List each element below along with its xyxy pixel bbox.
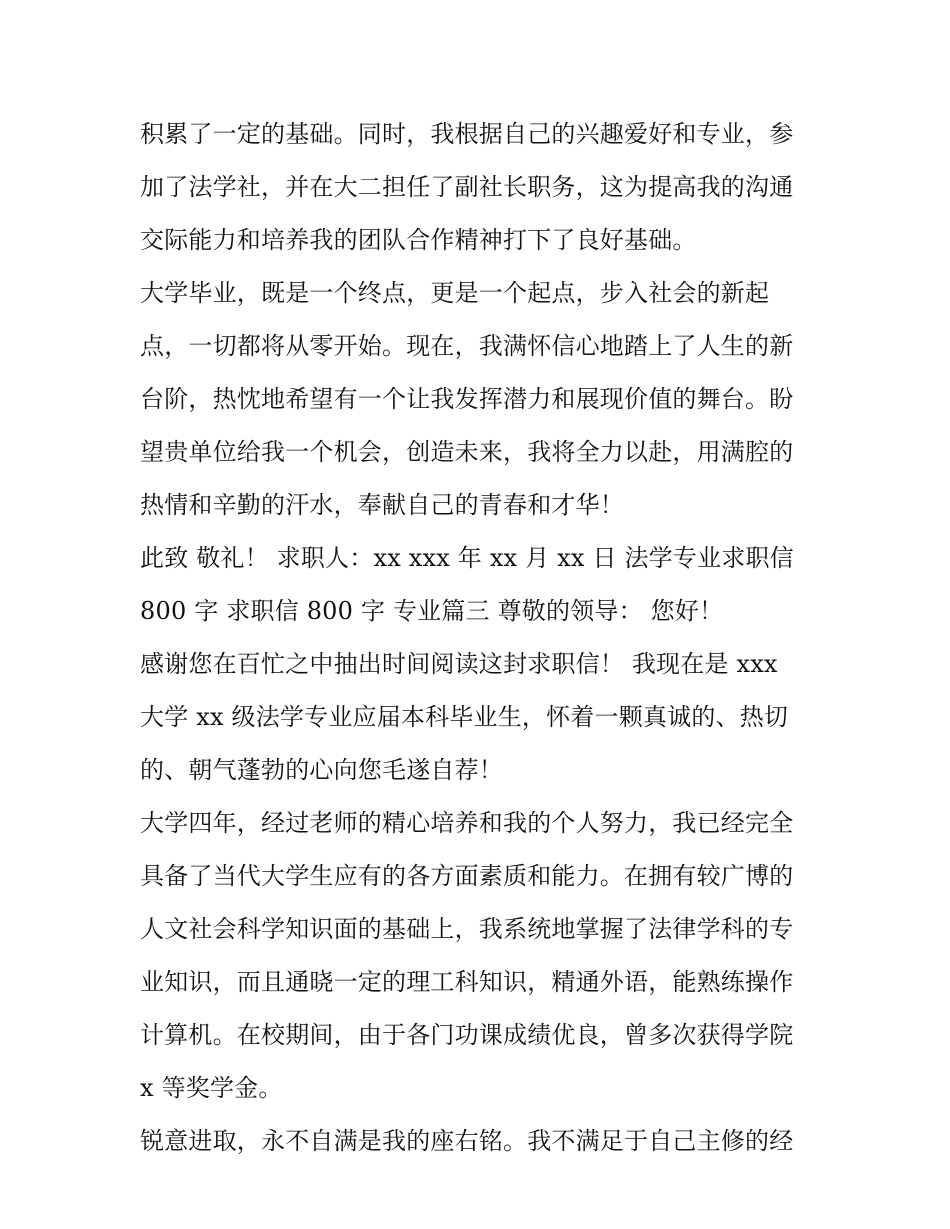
- text-line-4: 大学毕业，既是一个终点，更是一个起点，步入社会的新起: [140, 279, 770, 307]
- text-line-6: 台阶，热忱地希望有一个让我发挥潜力和展现价值的舞台。盼: [140, 385, 794, 413]
- text-line-8: 热情和辛勤的汗水，奉献自己的青春和才华！: [140, 491, 624, 519]
- text-line-7: 望贵单位给我一个机会，创造未来，我将全力以赴，用满腔的: [140, 438, 794, 466]
- text-line-2: 加了法学社，并在大二担任了副社长职务，这为提高我的沟通: [140, 173, 794, 201]
- text-line-15: 具备了当代大学生应有的各方面素质和能力。在拥有较广博的: [140, 862, 794, 890]
- text-line-14: 大学四年，经过老师的精心培养和我的个人努力，我已经完全: [140, 809, 794, 837]
- text-line-12: 大学 xx 级法学专业应届本科毕业生，怀着一颗真诚的、热切: [140, 703, 789, 731]
- text-line-17: 业知识，而且通晓一定的理工科知识，精通外语，能熟练操作: [140, 968, 794, 996]
- text-line-10: 800 字 求职信 800 字 专业篇三 尊敬的领导： 您好！: [140, 597, 724, 625]
- text-line-19: x 等奖学金。: [140, 1074, 283, 1102]
- text-line-3: 交际能力和培养我的团队合作精神打下了良好基础。: [140, 226, 697, 254]
- text-line-9: 此致 敬礼！ 求职人：xx xxx 年 xx 月 xx 日 法学专业求职信: [140, 544, 794, 572]
- text-line-16: 人文社会科学知识面的基础上，我系统地掌握了法律学科的专: [140, 915, 794, 943]
- text-line-11: 感谢您在百忙之中抽出时间阅读这封求职信！ 我现在是 xxx: [140, 650, 778, 678]
- text-line-13: 的、朝气蓬勃的心向您毛遂自荐！: [140, 756, 503, 784]
- text-line-1: 积累了一定的基础。同时，我根据自己的兴趣爱好和专业，参: [140, 120, 794, 148]
- text-line-5: 点，一切都将从零开始。现在，我满怀信心地踏上了人生的新: [140, 332, 794, 360]
- text-line-18: 计算机。在校期间，由于各门功课成绩优良，曾多次获得学院: [140, 1021, 794, 1049]
- text-line-20: 锐意进取，永不自满是我的座右铭。我不满足于自己主修的经: [140, 1127, 794, 1155]
- document-body: [140, 108, 820, 1168]
